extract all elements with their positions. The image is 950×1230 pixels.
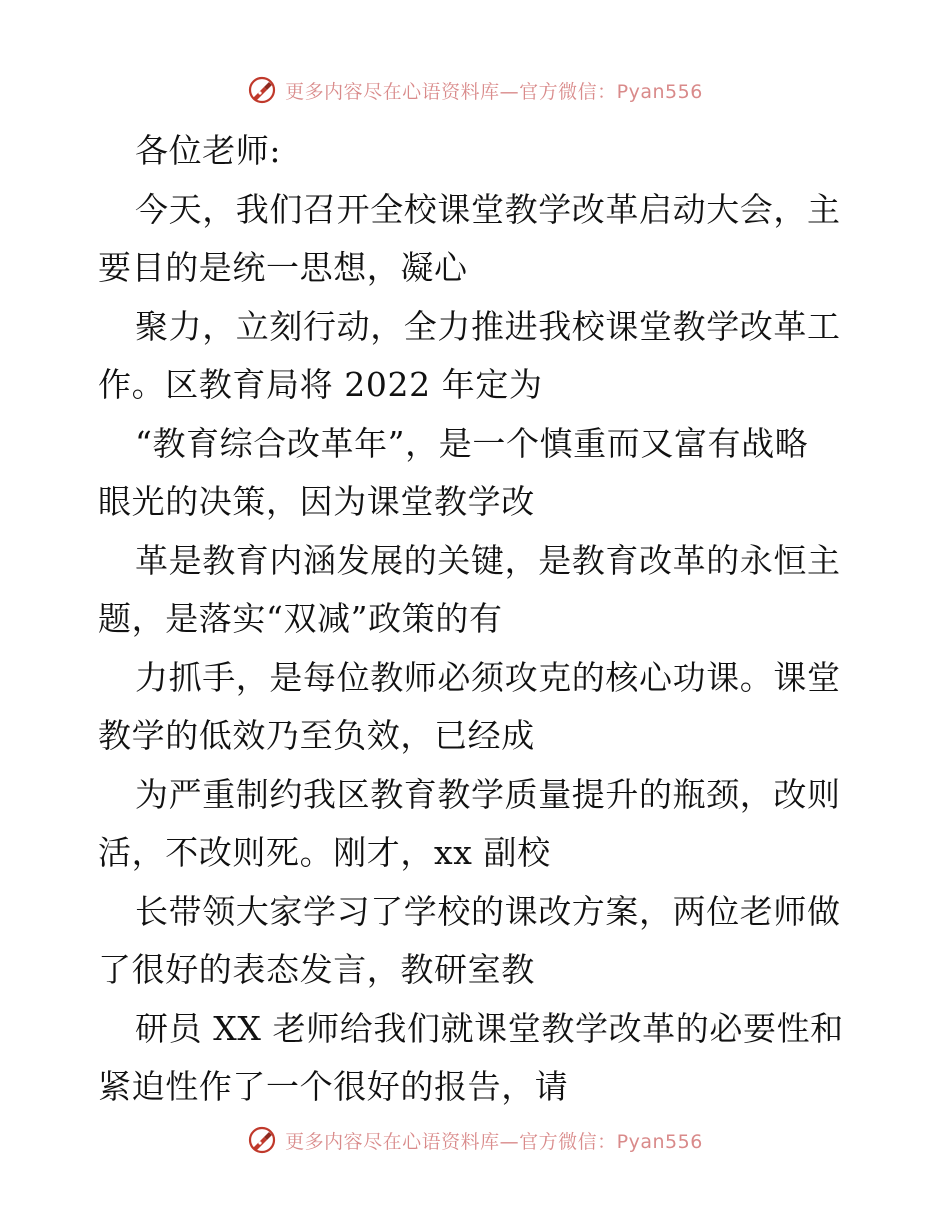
- document-body: [98, 122, 858, 1117]
- paragraph-line: 革是教育内涵发展的关键，是教育改革的永恒主: [135, 540, 841, 580]
- paragraph-line: 教学的低效乃至负效，已经成: [98, 716, 535, 755]
- paragraph-line: 眼光的决策，因为课堂教学改: [98, 482, 535, 521]
- footer-banner: [0, 1120, 950, 1160]
- paragraph-line: 了很好的表态发言，教研室教: [98, 950, 535, 989]
- paragraph-line: 聚力，立刻行动，全力推进我校课堂教学改革工: [135, 306, 841, 346]
- paragraph-line: 力抓手，是每位教师必须攻克的核心功课。课堂: [135, 657, 841, 697]
- pen-logo-icon: [247, 1125, 277, 1155]
- paragraph-line: 今天，我们召开全校课堂教学改革启动大会，主: [135, 189, 841, 229]
- paragraph-line: 活，不改则死。刚才，xx 副校: [98, 833, 551, 872]
- paragraph-line: 作。区教育局将 2022 年定为: [98, 365, 543, 404]
- greeting-line: 各位老师:: [135, 131, 282, 170]
- paragraph-line: 为严重制约我区教育教学质量提升的瓶颈，改则: [135, 774, 841, 814]
- header-banner-text: 更多内容尽在心语资料库—官方微信：Pyan556: [285, 80, 703, 103]
- paragraph-line: 长带领大家学习了学校的课改方案，两位老师做: [135, 891, 841, 931]
- paragraph-line: 题，是落实“双减”政策的有: [98, 599, 503, 638]
- paragraph-line: 研员 XX 老师给我们就课堂教学改革的必要性和: [135, 1008, 844, 1048]
- paragraph-line: 紧迫性作了一个很好的报告，请: [98, 1067, 569, 1106]
- header-banner: [0, 70, 950, 110]
- paragraph-line: “教育综合改革年”，是一个慎重而又富有战略: [135, 423, 809, 463]
- footer-banner-text: 更多内容尽在心语资料库—官方微信：Pyan556: [285, 1130, 703, 1153]
- paragraph-line: 要目的是统一思想，凝心: [98, 248, 468, 287]
- pen-logo-icon: [247, 75, 277, 105]
